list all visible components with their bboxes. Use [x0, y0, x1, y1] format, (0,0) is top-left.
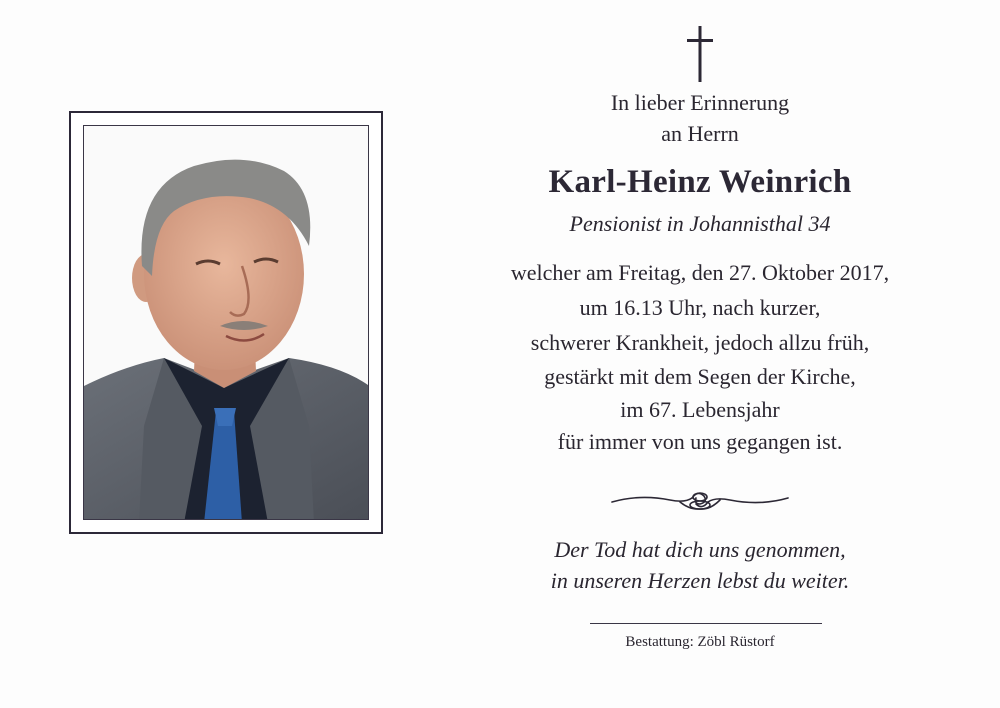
body-line-6: für immer von uns gegangen ist. — [557, 429, 843, 454]
body-line-1: welcher am Freitag, den 27. Oktober 2017, — [510, 260, 890, 285]
deceased-occupation: Pensionist in Johannisthal 34 — [569, 211, 831, 236]
body-line-3: schwerer Krankheit, jedoch allzu früh, — [530, 330, 870, 355]
portrait-photo — [83, 125, 369, 520]
intro-line-2: an Herrn — [661, 121, 739, 146]
body-line-5: im 67. Lebensjahr — [620, 397, 780, 422]
body-line-2: um 16.13 Uhr, nach kurzer, — [579, 295, 821, 320]
flourish-ornament — [610, 486, 790, 514]
quote-line-1: Der Tod hat dich uns genommen, — [554, 537, 846, 562]
quote-line-2: in unseren Herzen lebst du weiter. — [550, 568, 850, 593]
undertaker-credit: Bestattung: Zöbl Rüstorf — [625, 634, 775, 650]
deceased-name: Karl-Heinz Weinrich — [548, 164, 852, 200]
portrait-frame — [69, 111, 383, 534]
divider-rule — [590, 623, 822, 624]
cross-icon — [687, 26, 713, 82]
body-line-4: gestärkt mit dem Segen der Kirche, — [544, 364, 856, 389]
text-column — [500, 0, 900, 708]
intro-line-1: In lieber Erinnerung — [610, 90, 790, 115]
